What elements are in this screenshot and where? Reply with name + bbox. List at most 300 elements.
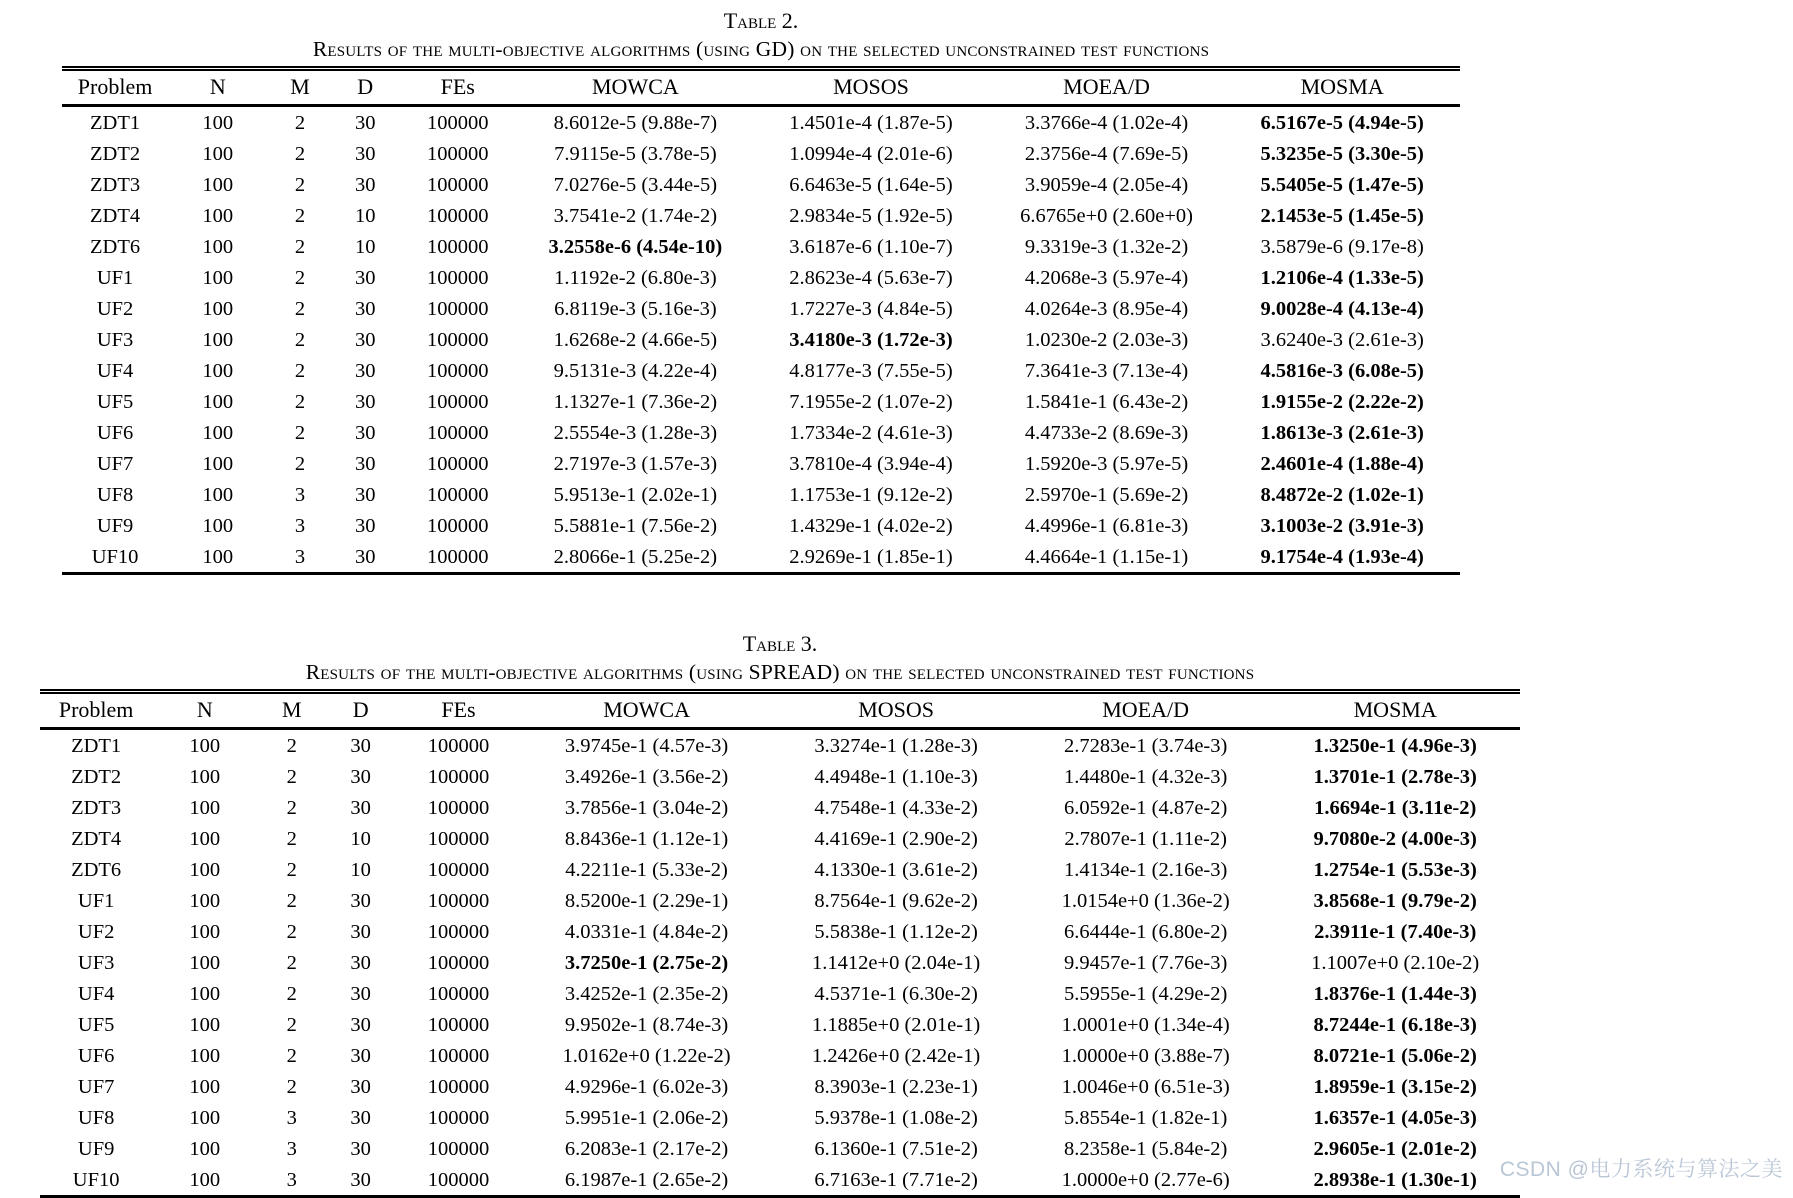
value-cell: 30 bbox=[354, 266, 376, 289]
problem-cell: UF2 bbox=[96, 297, 134, 320]
results-table-gd bbox=[62, 66, 1460, 575]
value-cell: 2 bbox=[294, 204, 306, 227]
column-header: N bbox=[209, 74, 226, 99]
column-header: MOEA/D bbox=[1063, 74, 1150, 99]
value-cell: 100000 bbox=[427, 889, 490, 912]
table-row bbox=[40, 1009, 1520, 1040]
value-cell: 1.0046e+0 (6.51e-3) bbox=[1061, 1075, 1230, 1098]
value-cell: 100 bbox=[202, 173, 234, 196]
problem-cell: UF7 bbox=[96, 452, 134, 475]
value-cell: 2.7283e-1 (3.74e-3) bbox=[1063, 734, 1228, 757]
problem-cell: UF10 bbox=[72, 1168, 120, 1191]
table-row bbox=[62, 448, 1460, 479]
column-header: M bbox=[290, 74, 310, 99]
value-cell: 1.8959e-1 (3.15e-2) bbox=[1313, 1075, 1477, 1098]
value-cell: 5.8554e-1 (1.82e-1) bbox=[1063, 1106, 1228, 1129]
table-row bbox=[62, 417, 1460, 448]
value-cell: 30 bbox=[350, 889, 371, 912]
problem-cell: UF7 bbox=[77, 1075, 115, 1098]
value-cell: 2 bbox=[286, 1013, 297, 1036]
value-cell: 4.8177e-3 (7.55e-5) bbox=[789, 359, 953, 382]
value-cell: 30 bbox=[350, 1137, 371, 1160]
value-cell: 1.5841e-1 (6.43e-2) bbox=[1024, 390, 1189, 413]
value-cell: 3.7856e-1 (3.04e-2) bbox=[564, 796, 729, 819]
value-cell: 2.5970e-1 (5.69e-2) bbox=[1024, 483, 1189, 506]
value-cell: 2.8623e-4 (5.63e-7) bbox=[789, 266, 953, 289]
value-cell: 100000 bbox=[426, 421, 489, 444]
table-row bbox=[40, 1040, 1520, 1071]
watermark: CSDN @电力系统与算法之美 bbox=[1499, 1158, 1783, 1181]
table2-caption: Table 2. bbox=[723, 8, 799, 33]
value-cell: 3 bbox=[286, 1106, 297, 1129]
column-header: Problem bbox=[58, 697, 134, 722]
column-header: MOWCA bbox=[603, 697, 690, 722]
value-cell: 8.4872e-2 (1.02e-1) bbox=[1260, 483, 1424, 506]
problem-cell: UF9 bbox=[77, 1137, 115, 1160]
value-cell: 8.7564e-1 (9.62e-2) bbox=[814, 889, 978, 912]
value-cell: 30 bbox=[350, 982, 371, 1005]
value-cell: 2 bbox=[286, 858, 297, 881]
value-cell: 6.0592e-1 (4.87e-2) bbox=[1063, 796, 1228, 819]
value-cell: 100000 bbox=[427, 951, 490, 974]
table-row bbox=[40, 978, 1520, 1009]
problem-cell: UF2 bbox=[77, 920, 115, 943]
value-cell: 8.7244e-1 (6.18e-3) bbox=[1313, 1013, 1477, 1036]
value-cell: 30 bbox=[354, 483, 376, 506]
value-cell: 100000 bbox=[426, 452, 489, 475]
value-cell: 100 bbox=[202, 421, 234, 444]
problem-cell: UF3 bbox=[77, 951, 115, 974]
problem-cell: UF9 bbox=[96, 514, 134, 537]
table-row bbox=[62, 200, 1460, 231]
value-cell: 100000 bbox=[427, 765, 490, 788]
value-cell: 100 bbox=[189, 1075, 221, 1098]
value-cell: 3.3766e-4 (1.02e-4) bbox=[1024, 111, 1189, 134]
value-cell: 3.6240e-3 (2.61e-3) bbox=[1260, 328, 1424, 351]
value-cell: 2 bbox=[294, 235, 306, 258]
value-cell: 5.9513e-1 (2.02e-1) bbox=[553, 483, 718, 506]
value-cell: 3.7250e-1 (2.75e-2) bbox=[564, 951, 729, 974]
value-cell: 100000 bbox=[426, 390, 489, 413]
value-cell: 1.7334e-2 (4.61e-3) bbox=[789, 421, 953, 444]
value-cell: 100000 bbox=[427, 827, 490, 850]
value-cell: 4.5371e-1 (6.30e-2) bbox=[814, 982, 978, 1005]
value-cell: 10 bbox=[350, 858, 371, 881]
value-cell: 100 bbox=[202, 328, 234, 351]
value-cell: 5.5881e-1 (7.56e-2) bbox=[553, 514, 718, 537]
table-row bbox=[40, 1164, 1520, 1197]
value-cell: 100 bbox=[189, 1013, 221, 1036]
value-cell: 100000 bbox=[426, 297, 489, 320]
value-cell: 1.0162e+0 (1.22e-2) bbox=[562, 1044, 731, 1067]
value-cell: 100000 bbox=[427, 858, 490, 881]
value-cell: 1.8613e-3 (2.61e-3) bbox=[1260, 421, 1424, 444]
value-cell: 6.7163e-1 (7.71e-2) bbox=[814, 1168, 978, 1191]
value-cell: 30 bbox=[354, 359, 376, 382]
value-cell: 5.5405e-5 (1.47e-5) bbox=[1260, 173, 1424, 196]
value-cell: 100000 bbox=[426, 483, 489, 506]
column-header: M bbox=[281, 697, 302, 722]
value-cell: 30 bbox=[354, 111, 376, 134]
problem-cell: ZDT1 bbox=[90, 111, 141, 134]
value-cell: 100000 bbox=[426, 173, 489, 196]
value-cell: 9.1754e-4 (1.93e-4) bbox=[1260, 545, 1424, 568]
table-row bbox=[62, 231, 1460, 262]
value-cell: 1.0000e+0 (3.88e-7) bbox=[1061, 1044, 1230, 1067]
table-row bbox=[62, 386, 1460, 417]
value-cell: 2 bbox=[286, 1075, 297, 1098]
value-cell: 100 bbox=[189, 858, 221, 881]
value-cell: 1.6357e-1 (4.05e-3) bbox=[1313, 1106, 1477, 1129]
value-cell: 3.4926e-1 (3.56e-2) bbox=[564, 765, 729, 788]
problem-cell: UF6 bbox=[77, 1044, 115, 1067]
problem-cell: ZDT3 bbox=[90, 173, 141, 196]
value-cell: 100000 bbox=[426, 359, 489, 382]
value-cell: 2 bbox=[286, 734, 297, 757]
value-cell: 100000 bbox=[426, 514, 489, 537]
value-cell: 1.9155e-2 (2.22e-2) bbox=[1260, 390, 1424, 413]
value-cell: 1.7227e-3 (4.84e-5) bbox=[789, 297, 953, 320]
value-cell: 30 bbox=[350, 796, 371, 819]
table-row bbox=[40, 1133, 1520, 1164]
table-row bbox=[62, 106, 1460, 139]
value-cell: 4.4733e-2 (8.69e-3) bbox=[1024, 421, 1189, 444]
value-cell: 1.0994e-4 (2.01e-6) bbox=[789, 142, 953, 165]
value-cell: 7.3641e-3 (7.13e-4) bbox=[1024, 359, 1189, 382]
value-cell: 1.1192e-2 (6.80e-3) bbox=[554, 266, 717, 289]
table-row bbox=[62, 138, 1460, 169]
column-header: MOSOS bbox=[858, 697, 935, 722]
value-cell: 100 bbox=[202, 390, 234, 413]
value-cell: 3.3274e-1 (1.28e-3) bbox=[814, 734, 978, 757]
table-row bbox=[62, 293, 1460, 324]
column-header: FEs bbox=[440, 74, 475, 99]
value-cell: 2 bbox=[294, 390, 306, 413]
table-row bbox=[62, 510, 1460, 541]
value-cell: 100000 bbox=[426, 204, 489, 227]
column-header: MOSMA bbox=[1353, 697, 1437, 722]
value-cell: 1.6694e-1 (3.11e-2) bbox=[1314, 796, 1477, 819]
table-row bbox=[40, 1102, 1520, 1133]
value-cell: 1.1007e+0 (2.10e-2) bbox=[1311, 951, 1480, 974]
value-cell: 100000 bbox=[427, 1168, 490, 1191]
table3-subtitle: Results of the multi-objective algorithms (using SPREAD) on the selected unconstrained test functions bbox=[305, 660, 1255, 684]
value-cell: 3.2558e-6 (4.54e-10) bbox=[548, 235, 723, 258]
value-cell: 10 bbox=[354, 204, 376, 227]
value-cell: 3 bbox=[294, 514, 306, 537]
table2-body bbox=[62, 106, 1460, 574]
value-cell: 2 bbox=[286, 827, 297, 850]
value-cell: 2 bbox=[294, 173, 306, 196]
column-header: Problem bbox=[77, 74, 153, 99]
value-cell: 3 bbox=[294, 545, 306, 568]
value-cell: 6.5167e-5 (4.94e-5) bbox=[1260, 111, 1424, 134]
value-cell: 30 bbox=[354, 390, 376, 413]
value-cell: 2 bbox=[294, 328, 306, 351]
value-cell: 100 bbox=[202, 514, 234, 537]
value-cell: 100 bbox=[202, 483, 234, 506]
value-cell: 2.5554e-3 (1.28e-3) bbox=[553, 421, 718, 444]
value-cell: 3.4252e-1 (2.35e-2) bbox=[564, 982, 729, 1005]
value-cell: 1.6268e-2 (4.66e-5) bbox=[553, 328, 718, 351]
value-cell: 30 bbox=[354, 328, 376, 351]
table-row bbox=[40, 947, 1520, 978]
value-cell: 5.5955e-1 (4.29e-2) bbox=[1063, 982, 1228, 1005]
value-cell: 4.2211e-1 (5.33e-2) bbox=[565, 858, 728, 881]
value-cell: 30 bbox=[350, 765, 371, 788]
value-cell: 100 bbox=[202, 235, 234, 258]
value-cell: 3.5879e-6 (9.17e-8) bbox=[1260, 235, 1424, 258]
value-cell: 4.4996e-1 (6.81e-3) bbox=[1024, 514, 1189, 537]
problem-cell: ZDT6 bbox=[71, 858, 122, 881]
table-row bbox=[40, 854, 1520, 885]
value-cell: 1.0154e+0 (1.36e-2) bbox=[1061, 889, 1230, 912]
problem-cell: UF10 bbox=[91, 545, 139, 568]
value-cell: 100000 bbox=[426, 111, 489, 134]
value-cell: 30 bbox=[350, 1075, 371, 1098]
table-row bbox=[40, 792, 1520, 823]
value-cell: 100000 bbox=[426, 328, 489, 351]
value-cell: 2.8938e-1 (1.30e-1) bbox=[1313, 1168, 1477, 1191]
value-cell: 2 bbox=[294, 421, 306, 444]
problem-cell: ZDT4 bbox=[90, 204, 141, 227]
value-cell: 4.7548e-1 (4.33e-2) bbox=[814, 796, 978, 819]
value-cell: 4.9296e-1 (6.02e-3) bbox=[564, 1075, 729, 1098]
value-cell: 5.9951e-1 (2.06e-2) bbox=[564, 1106, 729, 1129]
column-header: FEs bbox=[441, 697, 476, 722]
table-row bbox=[62, 262, 1460, 293]
value-cell: 2.1453e-5 (1.45e-5) bbox=[1260, 204, 1424, 227]
value-cell: 1.8376e-1 (1.44e-3) bbox=[1313, 982, 1477, 1005]
value-cell: 9.5131e-3 (4.22e-4) bbox=[553, 359, 718, 382]
value-cell: 5.3235e-5 (3.30e-5) bbox=[1260, 142, 1424, 165]
value-cell: 6.6765e+0 (2.60e+0) bbox=[1020, 204, 1193, 227]
value-cell: 2 bbox=[286, 889, 297, 912]
problem-cell: UF8 bbox=[77, 1106, 115, 1129]
value-cell: 6.1987e-1 (2.65e-2) bbox=[564, 1168, 729, 1191]
value-cell: 100000 bbox=[427, 1106, 490, 1129]
value-cell: 100 bbox=[189, 951, 221, 974]
problem-cell: ZDT4 bbox=[71, 827, 122, 850]
value-cell: 100000 bbox=[426, 235, 489, 258]
value-cell: 100 bbox=[189, 1168, 221, 1191]
value-cell: 6.1360e-1 (7.51e-2) bbox=[814, 1137, 978, 1160]
problem-cell: ZDT2 bbox=[71, 765, 122, 788]
value-cell: 2 bbox=[286, 1044, 297, 1067]
value-cell: 1.2754e-1 (5.53e-3) bbox=[1313, 858, 1477, 881]
value-cell: 3 bbox=[294, 483, 306, 506]
value-cell: 1.4134e-1 (2.16e-3) bbox=[1063, 858, 1228, 881]
value-cell: 4.1330e-1 (3.61e-2) bbox=[814, 858, 978, 881]
value-cell: 8.5200e-1 (2.29e-1) bbox=[564, 889, 729, 912]
value-cell: 100000 bbox=[427, 734, 490, 757]
value-cell: 2 bbox=[286, 796, 297, 819]
value-cell: 1.5920e-3 (5.97e-5) bbox=[1024, 452, 1189, 475]
problem-cell: ZDT3 bbox=[71, 796, 122, 819]
column-header: MOSMA bbox=[1300, 74, 1384, 99]
value-cell: 100000 bbox=[427, 920, 490, 943]
table-row bbox=[40, 729, 1520, 762]
value-cell: 2 bbox=[294, 266, 306, 289]
table2-subtitle: Results of the multi-objective algorithms (using GD) on the selected unconstrained test functions bbox=[312, 37, 1210, 61]
value-cell: 100 bbox=[202, 545, 234, 568]
value-cell: 4.4169e-1 (2.90e-2) bbox=[814, 827, 978, 850]
value-cell: 100 bbox=[189, 734, 221, 757]
table-row bbox=[62, 355, 1460, 386]
table2-header-row bbox=[62, 69, 1460, 106]
value-cell: 2.4601e-4 (1.88e-4) bbox=[1260, 452, 1424, 475]
value-cell: 2.3911e-1 (7.40e-3) bbox=[1314, 920, 1477, 943]
table-row bbox=[40, 916, 1520, 947]
value-cell: 1.3701e-1 (2.78e-3) bbox=[1313, 765, 1477, 788]
value-cell: 30 bbox=[354, 545, 376, 568]
value-cell: 10 bbox=[350, 827, 371, 850]
value-cell: 1.2426e+0 (2.42e-1) bbox=[812, 1044, 981, 1067]
value-cell: 100000 bbox=[427, 1137, 490, 1160]
results-table-spread bbox=[40, 689, 1520, 1198]
value-cell: 2 bbox=[286, 982, 297, 1005]
value-cell: 4.0331e-1 (4.84e-2) bbox=[564, 920, 729, 943]
table-row bbox=[62, 324, 1460, 355]
value-cell: 30 bbox=[354, 142, 376, 165]
value-cell: 1.1412e+0 (2.04e-1) bbox=[812, 951, 981, 974]
value-cell: 9.0028e-4 (4.13e-4) bbox=[1260, 297, 1424, 320]
value-cell: 1.4329e-1 (4.02e-2) bbox=[789, 514, 953, 537]
value-cell: 6.2083e-1 (2.17e-2) bbox=[564, 1137, 729, 1160]
column-header: D bbox=[352, 697, 369, 722]
value-cell: 5.5838e-1 (1.12e-2) bbox=[814, 920, 978, 943]
value-cell: 7.0276e-5 (3.44e-5) bbox=[553, 173, 718, 196]
value-cell: 100 bbox=[202, 266, 234, 289]
value-cell: 3.4180e-3 (1.72e-3) bbox=[789, 328, 953, 351]
value-cell: 9.7080e-2 (4.00e-3) bbox=[1313, 827, 1477, 850]
value-cell: 2 bbox=[294, 142, 306, 165]
value-cell: 8.0721e-1 (5.06e-2) bbox=[1313, 1044, 1477, 1067]
value-cell: 30 bbox=[350, 951, 371, 974]
value-cell: 1.1885e+0 (2.01e-1) bbox=[812, 1013, 981, 1036]
problem-cell: UF3 bbox=[96, 328, 134, 351]
value-cell: 2.7197e-3 (1.57e-3) bbox=[553, 452, 718, 475]
value-cell: 4.4664e-1 (1.15e-1) bbox=[1024, 545, 1189, 568]
value-cell: 100 bbox=[189, 765, 221, 788]
table-row bbox=[62, 479, 1460, 510]
value-cell: 3.7541e-2 (1.74e-2) bbox=[553, 204, 718, 227]
value-cell: 3.1003e-2 (3.91e-3) bbox=[1260, 514, 1424, 537]
table3-section bbox=[40, 631, 1520, 1198]
problem-cell: UF4 bbox=[77, 982, 115, 1005]
value-cell: 30 bbox=[354, 452, 376, 475]
value-cell: 2.8066e-1 (5.25e-2) bbox=[553, 545, 718, 568]
value-cell: 3 bbox=[286, 1137, 297, 1160]
table3-caption: Table 3. bbox=[742, 631, 818, 656]
value-cell: 1.1753e-1 (9.12e-2) bbox=[789, 483, 953, 506]
column-header: MOWCA bbox=[591, 74, 679, 99]
value-cell: 100000 bbox=[427, 1044, 490, 1067]
value-cell: 100 bbox=[189, 1137, 221, 1160]
value-cell: 100 bbox=[202, 142, 234, 165]
value-cell: 30 bbox=[350, 1106, 371, 1129]
table-row bbox=[40, 761, 1520, 792]
value-cell: 100 bbox=[189, 1044, 221, 1067]
value-cell: 100 bbox=[189, 827, 221, 850]
value-cell: 2.9269e-1 (1.85e-1) bbox=[789, 545, 953, 568]
problem-cell: UF6 bbox=[96, 421, 134, 444]
problem-cell: ZDT1 bbox=[71, 734, 122, 757]
value-cell: 100000 bbox=[427, 1013, 490, 1036]
column-header: MOSOS bbox=[833, 74, 909, 99]
value-cell: 100000 bbox=[427, 982, 490, 1005]
value-cell: 2 bbox=[294, 359, 306, 382]
problem-cell: UF4 bbox=[96, 359, 134, 382]
value-cell: 2 bbox=[294, 111, 306, 134]
value-cell: 3.9745e-1 (4.57e-3) bbox=[564, 734, 729, 757]
value-cell: 8.2358e-1 (5.84e-2) bbox=[1063, 1137, 1228, 1160]
value-cell: 9.9502e-1 (8.74e-3) bbox=[564, 1013, 729, 1036]
table-row bbox=[62, 169, 1460, 200]
value-cell: 100 bbox=[202, 297, 234, 320]
problem-cell: UF1 bbox=[77, 889, 115, 912]
value-cell: 100000 bbox=[426, 545, 489, 568]
value-cell: 100000 bbox=[426, 266, 489, 289]
value-cell: 3.9059e-4 (2.05e-4) bbox=[1024, 173, 1189, 196]
problem-cell: UF5 bbox=[77, 1013, 115, 1036]
value-cell: 5.9378e-1 (1.08e-2) bbox=[814, 1106, 978, 1129]
problem-cell: UF5 bbox=[96, 390, 134, 413]
table-row bbox=[40, 823, 1520, 854]
column-header: N bbox=[196, 697, 213, 722]
value-cell: 2 bbox=[286, 920, 297, 943]
value-cell: 2 bbox=[286, 951, 297, 974]
value-cell: 9.9457e-1 (7.76e-3) bbox=[1063, 951, 1228, 974]
value-cell: 30 bbox=[350, 1168, 371, 1191]
value-cell: 100 bbox=[202, 111, 234, 134]
table3-body bbox=[40, 729, 1520, 1197]
value-cell: 100 bbox=[202, 204, 234, 227]
value-cell: 1.2106e-4 (1.33e-5) bbox=[1260, 266, 1424, 289]
value-cell: 100 bbox=[202, 452, 234, 475]
value-cell: 100 bbox=[189, 889, 221, 912]
value-cell: 6.6463e-5 (1.64e-5) bbox=[789, 173, 953, 196]
value-cell: 4.5816e-3 (6.08e-5) bbox=[1260, 359, 1424, 382]
table-row bbox=[62, 541, 1460, 574]
problem-cell: UF1 bbox=[96, 266, 134, 289]
value-cell: 8.3903e-1 (2.23e-1) bbox=[814, 1075, 978, 1098]
value-cell: 1.0001e+0 (1.34e-4) bbox=[1061, 1013, 1230, 1036]
value-cell: 2 bbox=[286, 765, 297, 788]
value-cell: 6.8119e-3 (5.16e-3) bbox=[554, 297, 717, 320]
table-row bbox=[40, 1071, 1520, 1102]
value-cell: 4.2068e-3 (5.97e-4) bbox=[1024, 266, 1189, 289]
value-cell: 30 bbox=[350, 920, 371, 943]
value-cell: 6.6444e-1 (6.80e-2) bbox=[1063, 920, 1228, 943]
value-cell: 8.6012e-5 (9.88e-7) bbox=[553, 111, 718, 134]
value-cell: 1.1327e-1 (7.36e-2) bbox=[553, 390, 718, 413]
column-header: MOEA/D bbox=[1102, 697, 1190, 722]
value-cell: 4.4948e-1 (1.10e-3) bbox=[814, 765, 978, 788]
problem-cell: ZDT6 bbox=[90, 235, 141, 258]
value-cell: 30 bbox=[354, 173, 376, 196]
value-cell: 100000 bbox=[427, 796, 490, 819]
value-cell: 100 bbox=[202, 359, 234, 382]
value-cell: 30 bbox=[350, 734, 371, 757]
value-cell: 3 bbox=[286, 1168, 297, 1191]
value-cell: 7.1955e-2 (1.07e-2) bbox=[789, 390, 953, 413]
value-cell: 1.4501e-4 (1.87e-5) bbox=[789, 111, 953, 134]
value-cell: 4.0264e-3 (8.95e-4) bbox=[1024, 297, 1189, 320]
value-cell: 100000 bbox=[427, 1075, 490, 1098]
value-cell: 2 bbox=[294, 297, 306, 320]
table2-section bbox=[62, 8, 1460, 575]
